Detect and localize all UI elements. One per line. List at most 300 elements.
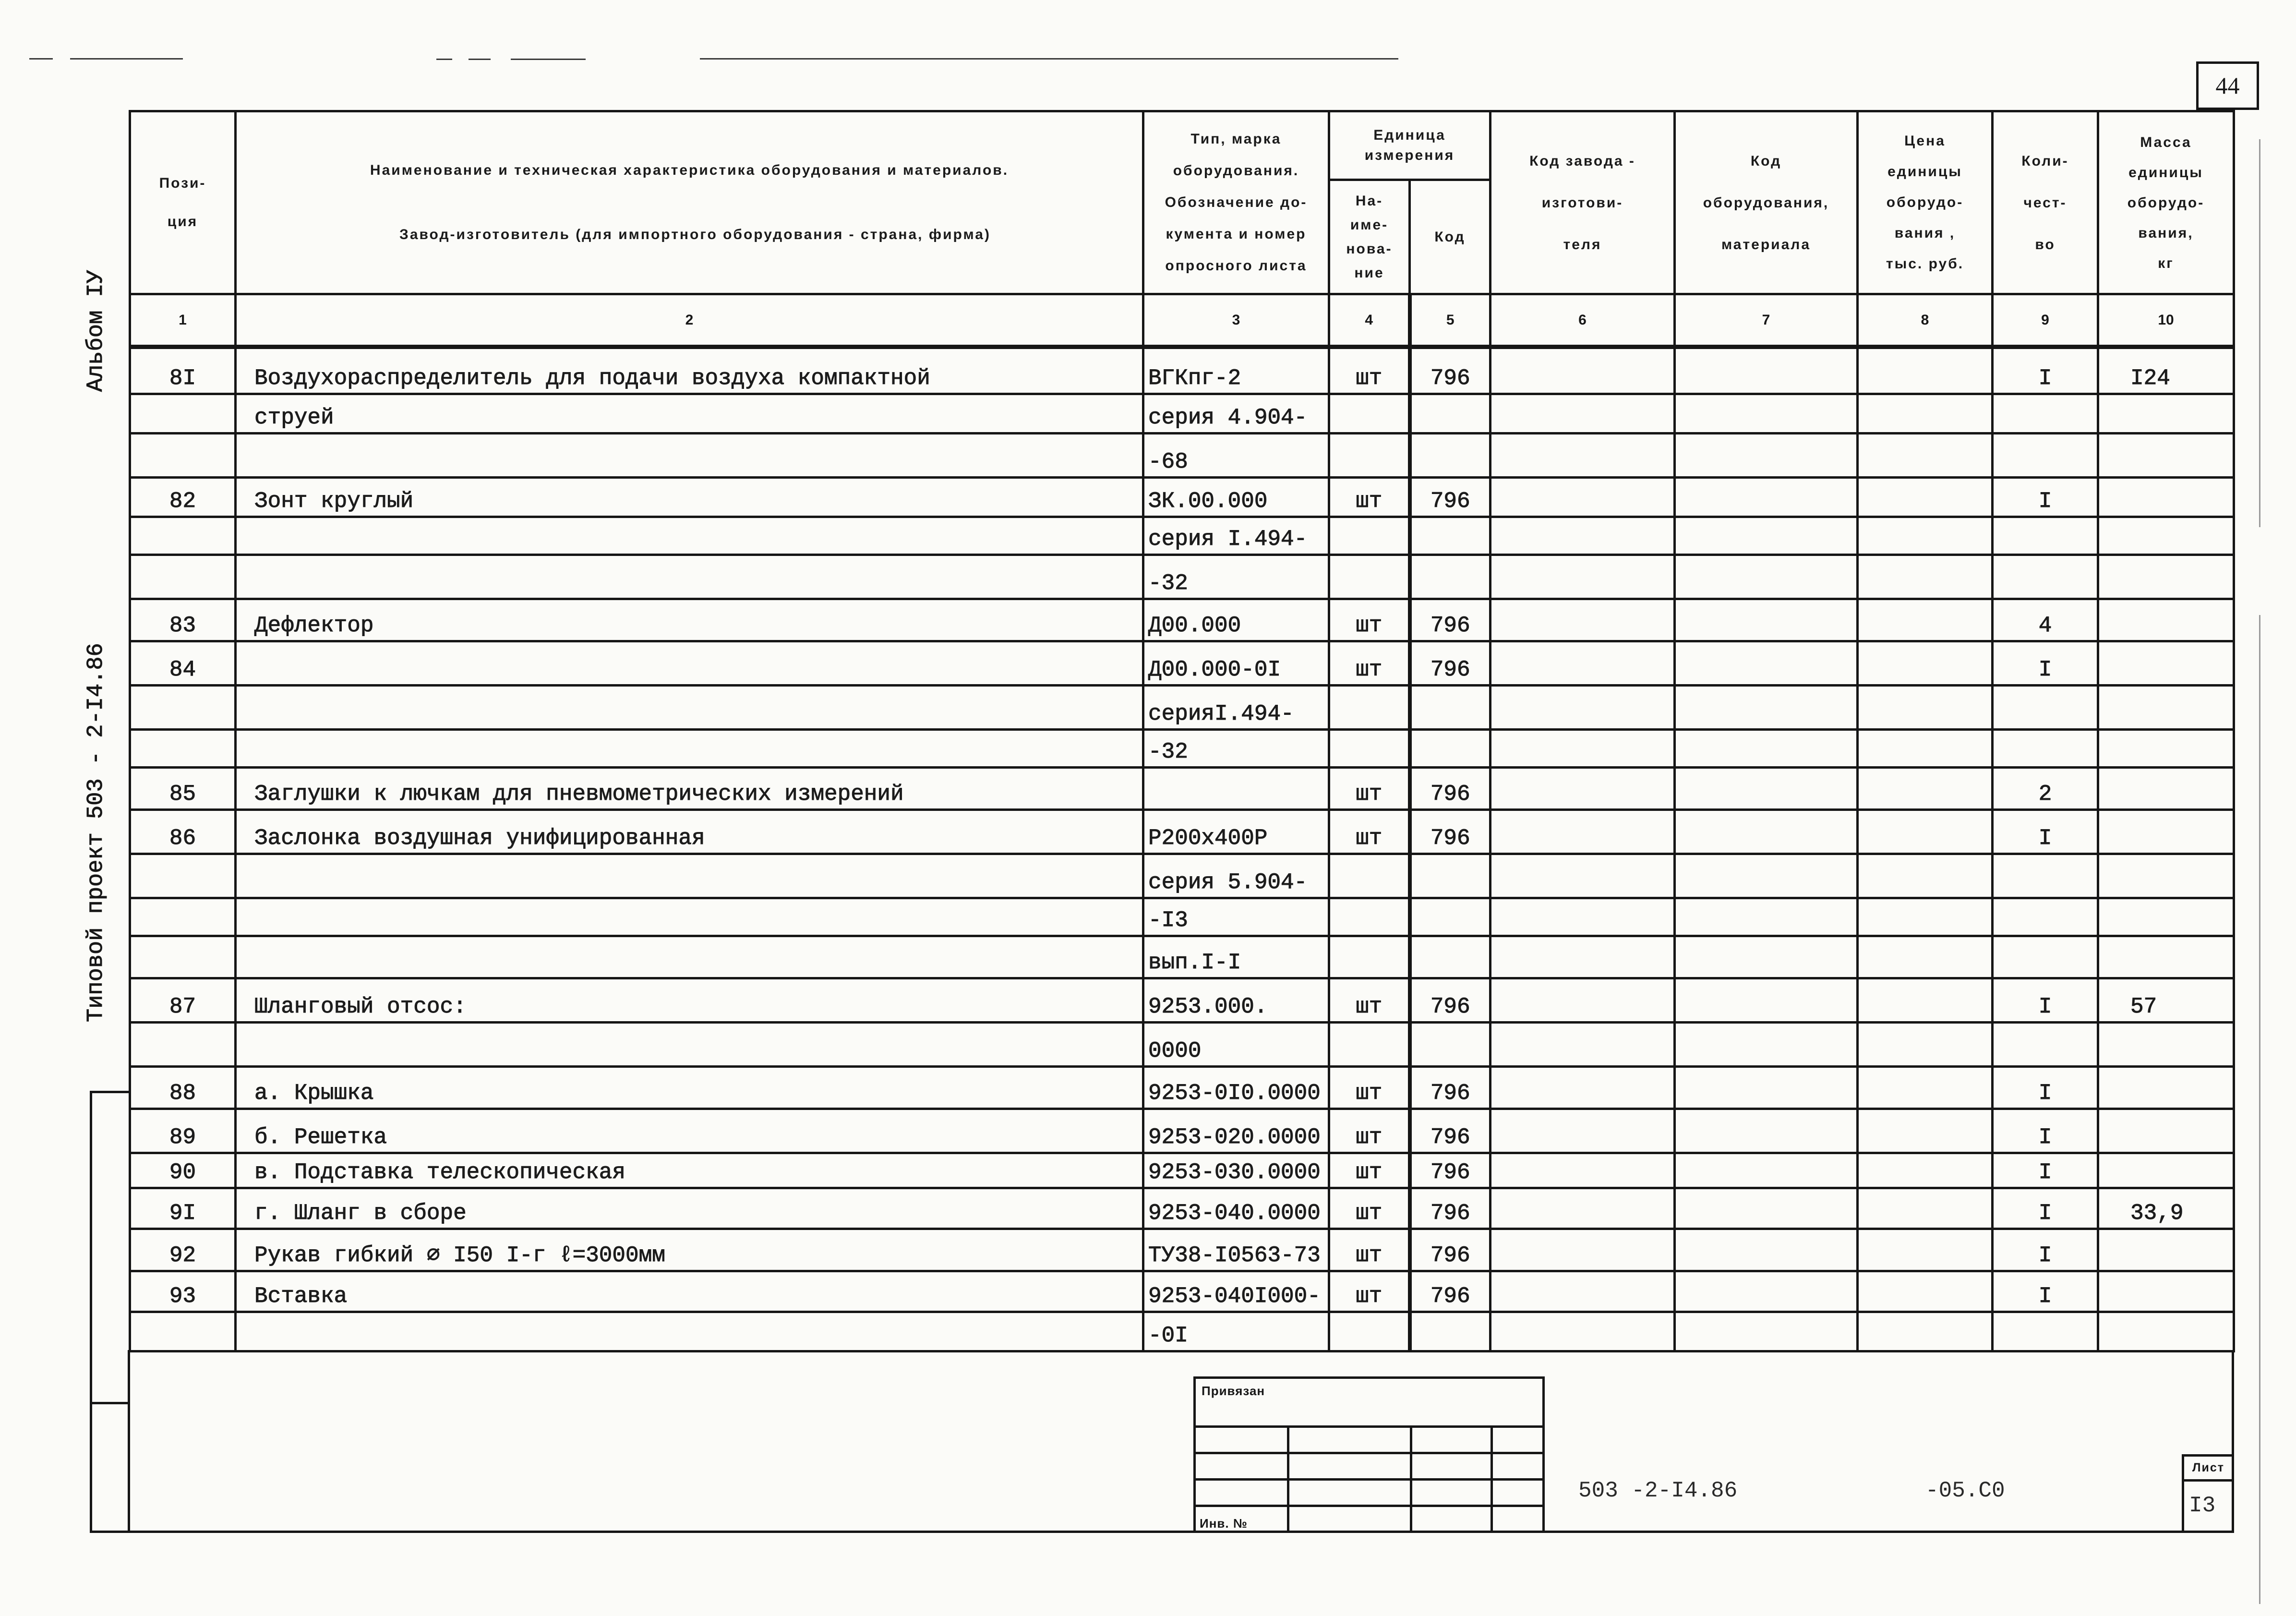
price-cell: [1858, 810, 1993, 854]
mass-cell: [2098, 936, 2234, 978]
equipment-code-cell: [1675, 898, 1858, 936]
unit-cell: шт: [1329, 478, 1410, 517]
price-cell: [1858, 478, 1993, 517]
left-margin-divider: [90, 1402, 130, 1404]
mass-cell: [2098, 854, 2234, 898]
unit-cell: [1329, 730, 1410, 768]
position-cell: 90: [130, 1153, 236, 1188]
table-row: [130, 1067, 2234, 1109]
unit-cell: шт: [1329, 1229, 1410, 1271]
header-name: [236, 111, 1143, 294]
name-cell: [236, 898, 1143, 936]
price-cell: [1858, 1153, 1993, 1188]
price-cell: [1858, 686, 1993, 730]
price-cell: [1858, 599, 1993, 641]
stamp-cell: [1491, 1453, 1542, 1480]
position-cell: [130, 854, 236, 898]
stamp-cell: [1288, 1428, 1411, 1453]
plant-code-cell: [1491, 1067, 1675, 1109]
table-row: [130, 1023, 2234, 1067]
unit-cell: [1329, 394, 1410, 434]
binding-stamp: [1193, 1376, 1545, 1533]
unit-cell: шт: [1329, 768, 1410, 810]
table-row: [130, 1109, 2234, 1153]
header-row: [130, 111, 2234, 180]
equipment-code-cell: [1675, 1312, 1858, 1351]
column-number-row: [130, 294, 2234, 347]
quantity-cell: [1993, 517, 2098, 555]
unit-cell: шт: [1329, 347, 1410, 394]
quantity-cell: [1993, 686, 2098, 730]
name-cell: [236, 517, 1143, 555]
equipment-code-cell: [1675, 978, 1858, 1023]
plant-code-cell: [1491, 1153, 1675, 1188]
type-cell: серия 4.904-: [1143, 394, 1329, 434]
mass-cell: [2098, 768, 2234, 810]
name-cell: Рукав гибкий ∅ I50 I-г ℓ=3000мм: [236, 1229, 1143, 1271]
mass-cell: [2098, 1109, 2234, 1153]
mass-cell: [2098, 517, 2234, 555]
scan-edge-line: [436, 59, 452, 60]
position-cell: [130, 730, 236, 768]
stamp-cell: [1288, 1506, 1411, 1532]
unit-code-cell: 796: [1410, 478, 1491, 517]
quantity-cell: [1993, 394, 2098, 434]
mass-cell: [2098, 1229, 2234, 1271]
equipment-code-cell: [1675, 1271, 1858, 1312]
quantity-cell: I: [1993, 641, 2098, 686]
table-row: [130, 517, 2234, 555]
unit-code-cell: 796: [1410, 810, 1491, 854]
table-row: [130, 434, 2234, 478]
unit-code-cell: 796: [1410, 1188, 1491, 1229]
unit-code-cell: [1410, 936, 1491, 978]
mass-cell: [2098, 1023, 2234, 1067]
unit-code-cell: [1410, 1023, 1491, 1067]
type-cell: -I3: [1143, 898, 1329, 936]
quantity-cell: I: [1993, 478, 2098, 517]
price-cell: [1858, 394, 1993, 434]
table-row: [130, 730, 2234, 768]
position-cell: 92: [130, 1229, 236, 1271]
plant-code-cell: [1491, 810, 1675, 854]
name-cell: [236, 434, 1143, 478]
mass-cell: 57: [2098, 978, 2234, 1023]
type-cell: 9253-030.0000: [1143, 1153, 1329, 1188]
plant-code-cell: [1491, 898, 1675, 936]
name-cell: а. Крышка: [236, 1067, 1143, 1109]
unit-cell: [1329, 686, 1410, 730]
stamp-cell: [1288, 1453, 1411, 1480]
unit-code-cell: [1410, 555, 1491, 599]
table-row: [130, 936, 2234, 978]
price-cell: [1858, 768, 1993, 810]
price-cell: [1858, 1229, 1993, 1271]
table-row: [130, 347, 2234, 394]
equipment-code-cell: [1675, 555, 1858, 599]
mass-cell: [2098, 478, 2234, 517]
quantity-cell: I: [1993, 810, 2098, 854]
column-number: 6: [1491, 294, 1675, 347]
unit-code-cell: 796: [1410, 1067, 1491, 1109]
unit-code-cell: [1410, 517, 1491, 555]
name-cell: [236, 1312, 1143, 1351]
equipment-code-cell: [1675, 1188, 1858, 1229]
unit-cell: шт: [1329, 1188, 1410, 1229]
price-cell: [1858, 730, 1993, 768]
position-cell: 83: [130, 599, 236, 641]
header-mass: Масса единицы оборудо- вания, кг: [2098, 111, 2234, 294]
type-cell: 0000: [1143, 1023, 1329, 1067]
unit-code-cell: [1410, 854, 1491, 898]
header-position: Пози- ция: [130, 111, 236, 294]
name-cell: [236, 854, 1143, 898]
equipment-code-cell: [1675, 768, 1858, 810]
unit-cell: [1329, 936, 1410, 978]
position-cell: 84: [130, 641, 236, 686]
quantity-cell: [1993, 434, 2098, 478]
sheet-box: [2182, 1454, 2233, 1533]
price-cell: [1858, 1188, 1993, 1229]
unit-code-cell: 796: [1410, 347, 1491, 394]
equipment-code-cell: [1675, 1067, 1858, 1109]
stamp-inventory-label: Инв. №: [1196, 1506, 1288, 1532]
type-cell: ТУ38-I0563-73: [1143, 1229, 1329, 1271]
type-cell: Р200х400Р: [1143, 810, 1329, 854]
price-cell: [1858, 854, 1993, 898]
stamp-attached-label: Привязан: [1196, 1379, 1542, 1428]
position-cell: [130, 1023, 236, 1067]
stamp-row: [1196, 1453, 1542, 1480]
mass-cell: [2098, 641, 2234, 686]
album-label: Альбом IУ: [84, 270, 109, 392]
equipment-code-cell: [1675, 347, 1858, 394]
unit-code-cell: 796: [1410, 641, 1491, 686]
table-row: [130, 810, 2234, 854]
mass-cell: [2098, 1067, 2234, 1109]
unit-cell: [1329, 517, 1410, 555]
table-row: [130, 686, 2234, 730]
quantity-cell: I: [1993, 1109, 2098, 1153]
name-cell: [236, 1023, 1143, 1067]
quantity-cell: [1993, 936, 2098, 978]
name-cell: г. Шланг в сборе: [236, 1188, 1143, 1229]
quantity-cell: [1993, 854, 2098, 898]
position-cell: 86: [130, 810, 236, 854]
unit-code-cell: 796: [1410, 1153, 1491, 1188]
table-row: [130, 1153, 2234, 1188]
quantity-cell: [1993, 555, 2098, 599]
mass-cell: I24: [2098, 347, 2234, 394]
unit-code-cell: 796: [1410, 1271, 1491, 1312]
name-cell: [236, 686, 1143, 730]
quantity-cell: I: [1993, 1188, 2098, 1229]
table-row: [130, 854, 2234, 898]
unit-cell: шт: [1329, 599, 1410, 641]
quantity-cell: I: [1993, 1271, 2098, 1312]
quantity-cell: I: [1993, 1067, 2098, 1109]
scan-edge-line: [29, 58, 53, 60]
name-cell: Заслонка воздушная унифицированная: [236, 810, 1143, 854]
quantity-cell: [1993, 1312, 2098, 1351]
equipment-code-cell: [1675, 810, 1858, 854]
type-cell: 9253-040.0000: [1143, 1188, 1329, 1229]
equipment-code-cell: [1675, 1023, 1858, 1067]
left-margin-frame: [90, 1091, 130, 1533]
price-cell: [1858, 1109, 1993, 1153]
unit-cell: [1329, 898, 1410, 936]
type-cell: -0I: [1143, 1312, 1329, 1351]
plant-code-cell: [1491, 641, 1675, 686]
page-number: 44: [2196, 61, 2259, 110]
table-row: [130, 898, 2234, 936]
unit-code-cell: 796: [1410, 768, 1491, 810]
column-number: 9: [1993, 294, 2098, 347]
equipment-code-cell: [1675, 641, 1858, 686]
name-cell: [236, 936, 1143, 978]
unit-code-cell: [1410, 730, 1491, 768]
scan-edge-line: [2259, 615, 2260, 1604]
equipment-code-cell: [1675, 434, 1858, 478]
mass-cell: [2098, 555, 2234, 599]
header-unit-code: Код: [1410, 180, 1491, 294]
type-cell: серия 5.904-: [1143, 854, 1329, 898]
price-cell: [1858, 978, 1993, 1023]
plant-code-cell: [1491, 347, 1675, 394]
mass-cell: [2098, 810, 2234, 854]
mass-cell: [2098, 730, 2234, 768]
quantity-cell: 4: [1993, 599, 2098, 641]
column-number: 3: [1143, 294, 1329, 347]
position-cell: 88: [130, 1067, 236, 1109]
quantity-cell: 2: [1993, 768, 2098, 810]
unit-cell: шт: [1329, 1153, 1410, 1188]
name-cell: Шланговый отсос:: [236, 978, 1143, 1023]
plant-code-cell: [1491, 854, 1675, 898]
price-cell: [1858, 1023, 1993, 1067]
type-cell: -68: [1143, 434, 1329, 478]
type-cell: [1143, 768, 1329, 810]
plant-code-cell: [1491, 434, 1675, 478]
quantity-cell: I: [1993, 1153, 2098, 1188]
column-number: 5: [1410, 294, 1491, 347]
unit-code-cell: 796: [1410, 1229, 1491, 1271]
table-header: [130, 111, 2234, 347]
stamp-cell: [1411, 1428, 1491, 1453]
column-number: 1: [130, 294, 236, 347]
table-row: [130, 599, 2234, 641]
stamp-cell: [1288, 1480, 1411, 1506]
plant-code-cell: [1491, 768, 1675, 810]
equipment-code-cell: [1675, 730, 1858, 768]
table-row: [130, 768, 2234, 810]
position-cell: 9I: [130, 1188, 236, 1229]
equipment-code-cell: [1675, 1153, 1858, 1188]
plant-code-cell: [1491, 1312, 1675, 1351]
name-cell: Вставка: [236, 1271, 1143, 1312]
table-row: [130, 1188, 2234, 1229]
table-body: [130, 347, 2234, 1351]
equipment-code-cell: [1675, 394, 1858, 434]
unit-code-cell: [1410, 686, 1491, 730]
sheet-number: I3: [2189, 1493, 2216, 1518]
type-cell: 9253-020.0000: [1143, 1109, 1329, 1153]
quantity-cell: [1993, 1023, 2098, 1067]
stamp-row: [1196, 1480, 1542, 1506]
plant-code-cell: [1491, 1229, 1675, 1271]
position-cell: 82: [130, 478, 236, 517]
unit-code-cell: [1410, 394, 1491, 434]
price-cell: [1858, 1312, 1993, 1351]
unit-code-cell: 796: [1410, 599, 1491, 641]
header-name-line2: Завод-изготовитель (для импортного оборудования - страна, фирма): [399, 227, 991, 242]
plant-code-cell: [1491, 730, 1675, 768]
header-plant-code: Код завода - изготови- теля: [1491, 111, 1675, 294]
stamp-cell: [1196, 1428, 1288, 1453]
quantity-cell: [1993, 730, 2098, 768]
header-type: Тип, марка оборудования. Обозначение до- кумента и номер опросного листа: [1143, 111, 1329, 294]
position-cell: [130, 555, 236, 599]
unit-cell: шт: [1329, 1109, 1410, 1153]
type-cell: ВГКпг-2: [1143, 347, 1329, 394]
price-cell: [1858, 641, 1993, 686]
type-cell: -32: [1143, 730, 1329, 768]
equipment-code-cell: [1675, 1109, 1858, 1153]
position-cell: [130, 936, 236, 978]
table-row: [130, 1271, 2234, 1312]
stamp-row: [1196, 1506, 1542, 1532]
unit-cell: шт: [1329, 978, 1410, 1023]
type-cell: Д00.000-0I: [1143, 641, 1329, 686]
name-cell: [236, 555, 1143, 599]
scan-edge-line: [70, 58, 183, 60]
type-cell: 9253.000.: [1143, 978, 1329, 1023]
quantity-cell: [1993, 898, 2098, 936]
unit-cell: шт: [1329, 1067, 1410, 1109]
name-cell: Воздухораспределитель для подачи воздуха компактной: [236, 347, 1143, 394]
name-cell: [236, 730, 1143, 768]
unit-cell: [1329, 854, 1410, 898]
stamp-cell: [1491, 1506, 1542, 1532]
specification-table: [129, 110, 2235, 1352]
price-cell: [1858, 347, 1993, 394]
position-cell: 8I: [130, 347, 236, 394]
table-row: [130, 641, 2234, 686]
stamp-cell: [1196, 1453, 1288, 1480]
stamp-cell: [1491, 1480, 1542, 1506]
scan-edge-line: [511, 59, 586, 60]
unit-cell: [1329, 434, 1410, 478]
column-number: 4: [1329, 294, 1410, 347]
plant-code-cell: [1491, 478, 1675, 517]
quantity-cell: I: [1993, 1229, 2098, 1271]
type-cell: ЗК.00.000: [1143, 478, 1329, 517]
unit-cell: шт: [1329, 810, 1410, 854]
stamp-row: [1196, 1428, 1542, 1453]
column-number: 8: [1858, 294, 1993, 347]
stamp-cell: [1411, 1453, 1491, 1480]
mass-cell: [2098, 686, 2234, 730]
name-cell: [236, 641, 1143, 686]
type-cell: 9253-0I0.0000: [1143, 1067, 1329, 1109]
unit-code-cell: 796: [1410, 1109, 1491, 1153]
position-cell: 85: [130, 768, 236, 810]
header-quantity: Коли- чест- во: [1993, 111, 2098, 294]
quantity-cell: I: [1993, 347, 2098, 394]
plant-code-cell: [1491, 978, 1675, 1023]
unit-cell: [1329, 555, 1410, 599]
document-section: -05.C0: [1925, 1478, 2005, 1503]
equipment-code-cell: [1675, 936, 1858, 978]
header-price: Цена единицы оборудо- вания , тыс. руб.: [1858, 111, 1993, 294]
table-row: [130, 1312, 2234, 1351]
plant-code-cell: [1491, 936, 1675, 978]
plant-code-cell: [1491, 686, 1675, 730]
position-cell: [130, 517, 236, 555]
stamp-cell: [1411, 1506, 1491, 1532]
table-row: [130, 978, 2234, 1023]
table-row: [130, 394, 2234, 434]
plant-code-cell: [1491, 1023, 1675, 1067]
plant-code-cell: [1491, 517, 1675, 555]
position-cell: 89: [130, 1109, 236, 1153]
header-unit-group: Единица измерения: [1329, 111, 1491, 180]
price-cell: [1858, 434, 1993, 478]
stamp-cell: [1411, 1480, 1491, 1506]
unit-code-cell: [1410, 898, 1491, 936]
column-number: 7: [1675, 294, 1858, 347]
header-name-line1: Наименование и техническая характеристика оборудования и материалов.: [370, 162, 1009, 178]
equipment-code-cell: [1675, 686, 1858, 730]
position-cell: 93: [130, 1271, 236, 1312]
name-cell: в. Подставка телескопическая: [236, 1153, 1143, 1188]
header-unit-name: На- име- нова- ние: [1329, 180, 1410, 294]
table-row: [130, 478, 2234, 517]
equipment-code-cell: [1675, 854, 1858, 898]
plant-code-cell: [1491, 1271, 1675, 1312]
price-cell: [1858, 936, 1993, 978]
unit-code-cell: [1410, 434, 1491, 478]
column-number: 2: [236, 294, 1143, 347]
plant-code-cell: [1491, 1109, 1675, 1153]
unit-cell: [1329, 1312, 1410, 1351]
plant-code-cell: [1491, 599, 1675, 641]
type-cell: 9253-040I000-: [1143, 1271, 1329, 1312]
mass-cell: [2098, 434, 2234, 478]
sheet-label: Лист: [2184, 1457, 2233, 1482]
name-cell: Зонт круглый: [236, 478, 1143, 517]
position-cell: [130, 434, 236, 478]
unit-cell: шт: [1329, 641, 1410, 686]
type-cell: серия I.494-: [1143, 517, 1329, 555]
table-row: [130, 1229, 2234, 1271]
equipment-code-cell: [1675, 599, 1858, 641]
position-cell: 87: [130, 978, 236, 1023]
position-cell: [130, 686, 236, 730]
mass-cell: 33,9: [2098, 1188, 2234, 1229]
document-designation: 503 -2-I4.86: [1578, 1478, 1738, 1503]
equipment-code-cell: [1675, 478, 1858, 517]
mass-cell: [2098, 1312, 2234, 1351]
plant-code-cell: [1491, 555, 1675, 599]
position-cell: [130, 1312, 236, 1351]
stamp-cell: [1491, 1428, 1542, 1453]
type-cell: вып.I-I: [1143, 936, 1329, 978]
unit-cell: [1329, 1023, 1410, 1067]
table-row: [130, 555, 2234, 599]
mass-cell: [2098, 1271, 2234, 1312]
position-cell: [130, 898, 236, 936]
